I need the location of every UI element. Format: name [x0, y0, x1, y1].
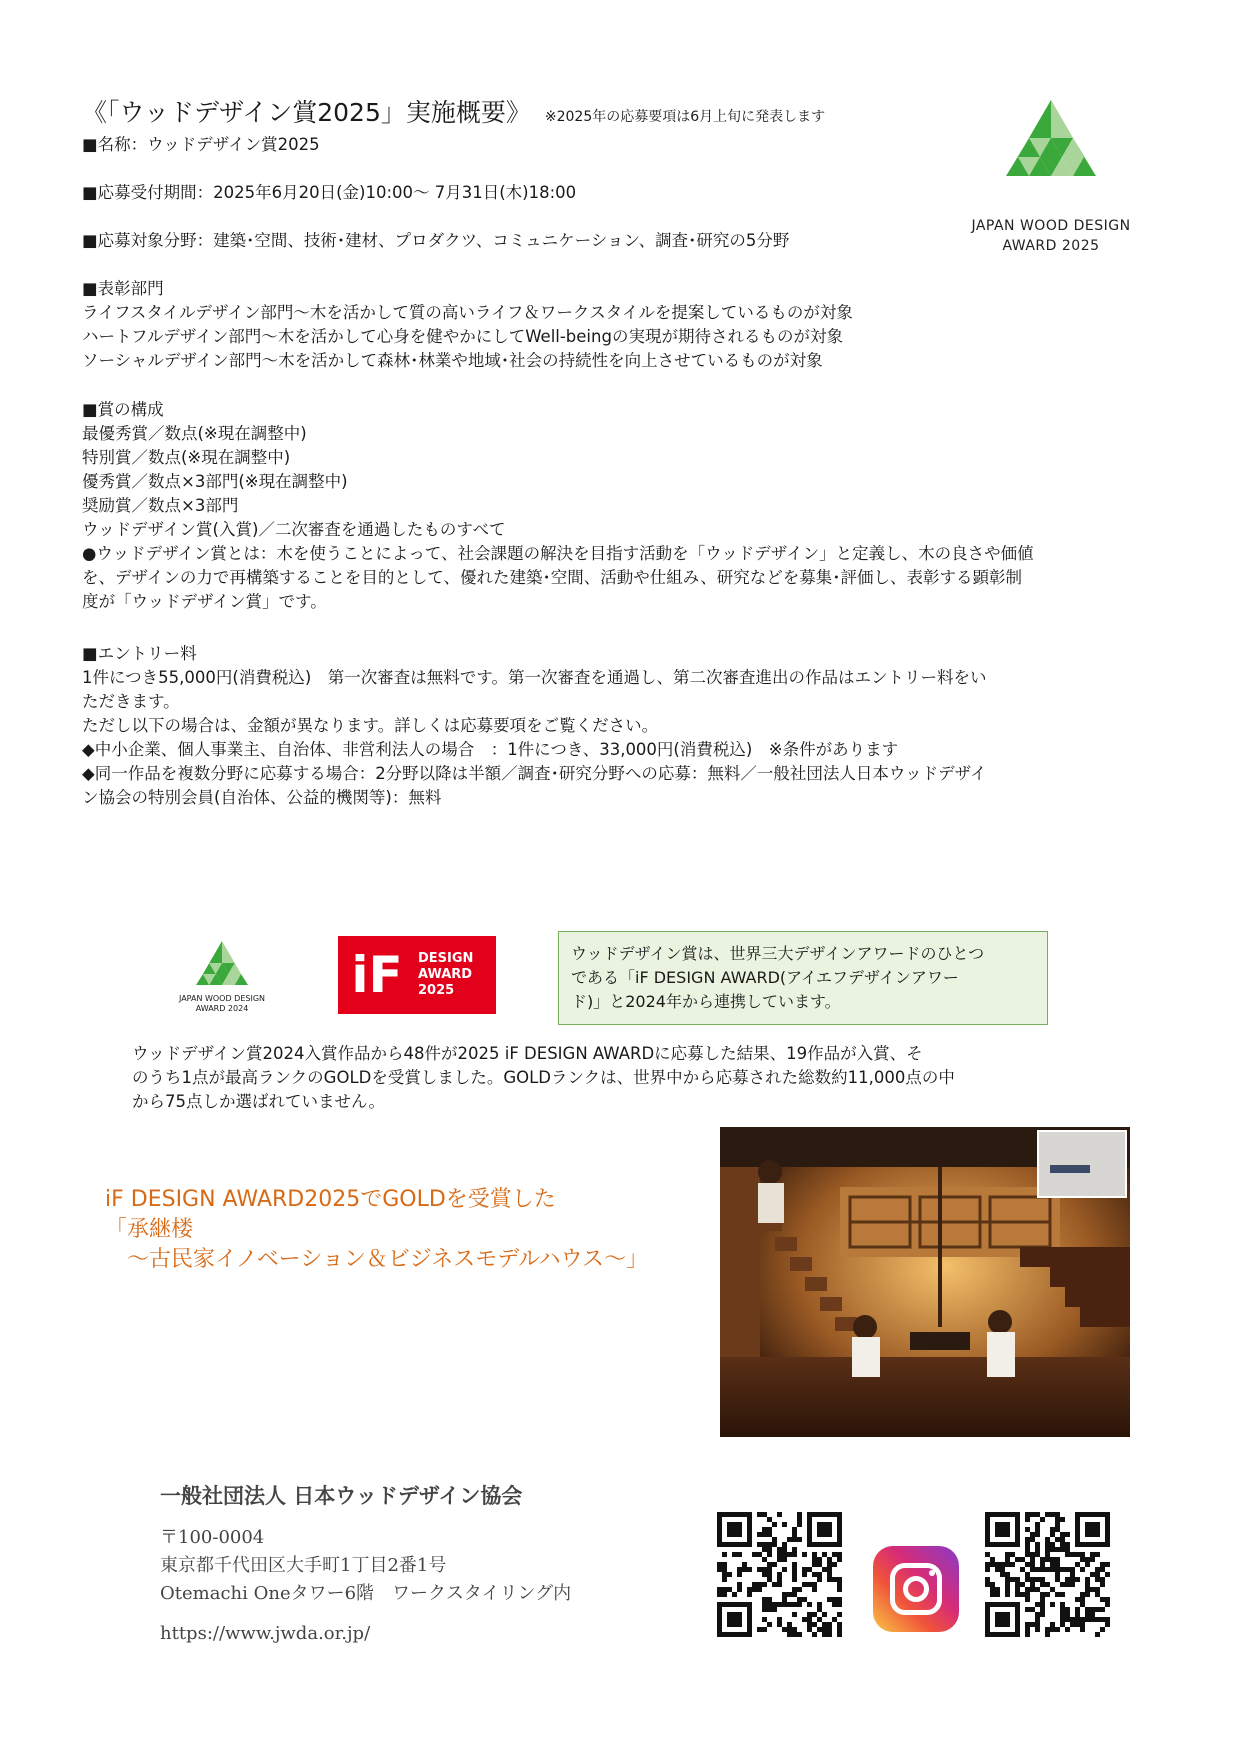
- if-logo-line3: 2025: [418, 983, 455, 998]
- if-box-line: ド)」と2024年から連携しています。: [571, 992, 841, 1011]
- logo-2024-line1: JAPAN WOOD DESIGN: [178, 994, 266, 1003]
- instagram-qr-code[interactable]: [985, 1512, 1110, 1637]
- result-line: ウッドデザイン賞2024入賞作品から48件が2025 iF DESIGN AWARDに応募した結果、19作品が入賞、そ: [132, 1044, 923, 1063]
- qr-code-icon: [985, 1512, 1110, 1637]
- if-partnership-box: [558, 931, 1048, 1025]
- entry-fee-line: 1件につき55,000円(消費税込) 第一次審査は無料です。第一次審査を通過し、第二次審査進出の作品はエントリー料をい: [82, 668, 987, 687]
- if-logo-line1: DESIGN: [418, 951, 474, 966]
- title-text: 《「ウッドデザイン賞2025」実施概要》: [82, 98, 531, 127]
- gold-line: 「承継楼: [105, 1217, 194, 1242]
- if-design-award-logo: [338, 936, 496, 1014]
- instagram-icon[interactable]: [873, 1546, 959, 1632]
- award-item: 奨励賞／数点×3部門: [82, 496, 239, 515]
- title-note: ※2025年の応募要項は6月上旬に発表します: [544, 109, 826, 125]
- entry-fee-line: ◆中小企業、個人事業主、自治体、非営利法人の場合 ：1件につき、33,000円(消費税込) ※条件があります: [82, 740, 899, 759]
- gold-winner-title: [105, 1185, 648, 1275]
- result-line: から75点しか選ばれていません。: [132, 1092, 385, 1111]
- website-qr-code[interactable]: [717, 1512, 842, 1637]
- about-line: を、デザインの力で再構築することを目的として、優れた建築･空間、活動や仕組み、研究などを募集･評価し、表彰する顕彰制: [82, 568, 1023, 587]
- address-line1: 東京都千代田区大手町1丁目2番1号: [160, 1555, 447, 1576]
- page-title: [82, 96, 825, 134]
- entry-fee-heading: ■エントリー料: [82, 644, 197, 663]
- instagram-dot: [929, 1570, 935, 1576]
- category-item: ソーシャルデザイン部門～木を活かして森林･林業や地域･社会の持続性を向上させているものが対象: [82, 351, 823, 370]
- if-mark: iF: [351, 946, 403, 1004]
- if-logo-line2: AWARD: [418, 967, 473, 982]
- about-line: ●ウッドデザイン賞とは：木を使うことによって、社会課題の解決を目指す活動を「ウッドデザイン」と定義し、木の良さや価値: [82, 544, 1034, 563]
- organization-info: [160, 1480, 571, 1648]
- winner-photo: [720, 1127, 1130, 1437]
- if-box-line: である「iF DESIGN AWARD(アイエフデザインアワー: [571, 968, 959, 987]
- award-item: 特別賞／数点(※現在調整中): [82, 448, 291, 467]
- instagram-lens: [903, 1576, 929, 1602]
- target-fields: ■応募対象分野：建築･空間、技術･建材、プロダクツ、コミュニケーション、調査･研究の5分野: [82, 231, 790, 250]
- entry-fee-line: ただし以下の場合は、金額が異なります。詳しくは応募要項をご覧ください。: [82, 716, 659, 735]
- website-link[interactable]: https://www.jwda.or.jp/: [160, 1623, 371, 1644]
- if-box-line: ウッドデザイン賞は、世界三大デザインアワードのひとつ: [571, 944, 985, 963]
- logo-2024-line2: AWARD 2024: [195, 1004, 249, 1013]
- categories-section: [82, 277, 853, 373]
- logo-caption-line2: AWARD 2025: [1002, 238, 1100, 254]
- award-item: 優秀賞／数点×3部門(※現在調整中): [82, 472, 348, 491]
- result-text: [132, 1042, 955, 1114]
- categories-heading: ■表彰部門: [82, 279, 164, 298]
- entry-fee-line: ただきます。: [82, 692, 180, 711]
- address-line2: Otemachi Oneタワー6階 ワークスタイリング内: [160, 1583, 572, 1604]
- award-name: ■名称：ウッドデザイン賞2025: [82, 135, 320, 154]
- if-logo-text: [418, 951, 473, 999]
- gold-line: ～古民家イノベーション＆ビジネスモデルハウス～」: [105, 1247, 648, 1272]
- awards-section: [82, 398, 1034, 614]
- award-item: 最優秀賞／数点(※現在調整中): [82, 424, 307, 443]
- tree-logo-icon: [1006, 100, 1096, 202]
- award-item: ウッドデザイン賞(入賞)／二次審査を通過したものすべて: [82, 520, 506, 539]
- category-item: ライフスタイルデザイン部門～木を活かして質の高いライフ＆ワークスタイルを提案しているものが対象: [82, 303, 853, 322]
- tree-logo-small-icon: [196, 940, 248, 986]
- jwda-2025-logo: [968, 100, 1134, 256]
- entry-fee-section: [82, 642, 986, 810]
- entry-fee-line: ン協会の特別会員(自治体、公益的機関等)：無料: [82, 788, 442, 807]
- result-line: のうち1点が最高ランクのGOLDを受賞しました。GOLDランクは、世界中から応募された総数約11,000点の中: [132, 1068, 955, 1087]
- gold-line: iF DESIGN AWARD2025でGOLDを受賞した: [105, 1187, 556, 1212]
- organization-name: 一般社団法人 日本ウッドデザイン協会: [160, 1483, 523, 1508]
- category-item: ハートフルデザイン部門～木を活かして心身を健やかにしてWell-beingの実現が期待されるものが対象: [82, 327, 843, 346]
- postal-code: 〒100-0004: [160, 1527, 265, 1548]
- awards-heading: ■賞の構成: [82, 400, 164, 419]
- interior-photo-image: [720, 1127, 1130, 1437]
- jwda-2024-logo: [172, 940, 272, 1014]
- logo-caption-line1: JAPAN WOOD DESIGN: [971, 218, 1131, 234]
- qr-code-icon: [717, 1512, 842, 1637]
- entry-fee-line: ◆同一作品を複数分野に応募する場合：2分野以降は半額／調査･研究分野への応募：無料／一般社団法人日本ウッドデザイ: [82, 764, 987, 783]
- about-line: 度が「ウッドデザイン賞」です。: [82, 592, 327, 611]
- entry-period: ■応募受付期間：2025年6月20日(金)10:00～ 7月31日(木)18:00: [82, 183, 577, 202]
